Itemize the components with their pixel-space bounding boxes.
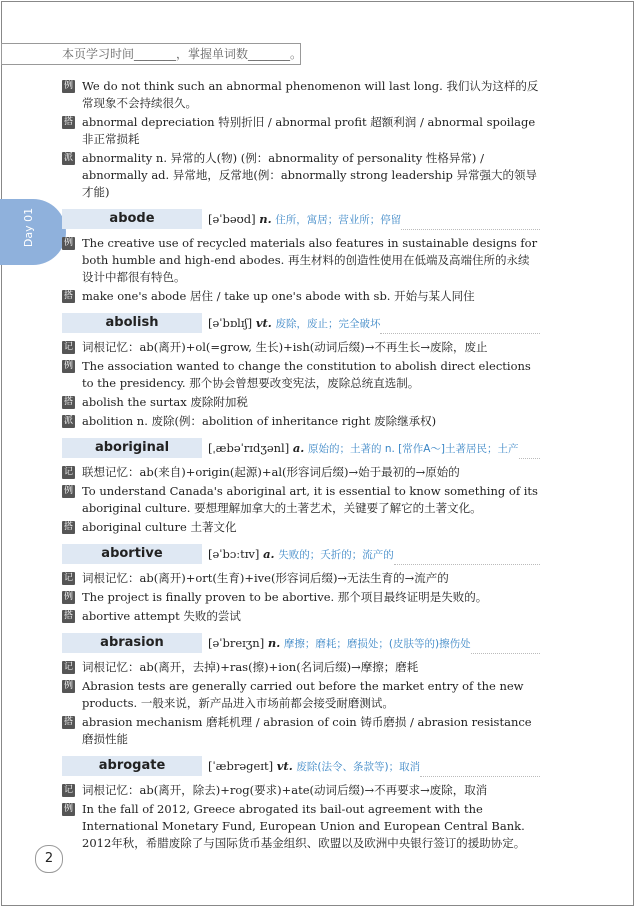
tag-icon: 搭 bbox=[63, 117, 73, 127]
phonetic: [əˈbɔːtɪv] bbox=[208, 546, 260, 561]
entry-row bbox=[62, 782, 540, 799]
row-text: The creative use of recycled materials also features in sustainable designs for both humble and high-end abodes. 再生材料的创造性使用在低端及高端住所的永续设计中都很有特色。 bbox=[82, 236, 538, 284]
meaning: 废除(法令、条款等)；取消 bbox=[296, 760, 421, 773]
entry-header bbox=[62, 313, 540, 333]
day-tab bbox=[0, 199, 66, 265]
phonetic: [əˈbəʊd] bbox=[208, 211, 256, 226]
entry-row bbox=[62, 358, 540, 392]
header-rule bbox=[380, 313, 540, 334]
row-text: aboriginal culture 土著文化 bbox=[82, 520, 237, 534]
entry-header bbox=[62, 633, 540, 653]
entry-row bbox=[62, 339, 540, 356]
definition bbox=[208, 441, 519, 456]
tag-icon: 记 bbox=[63, 342, 73, 352]
part-of-speech: vt. bbox=[255, 315, 272, 330]
entry-row bbox=[62, 394, 540, 411]
headword: abortive bbox=[62, 544, 202, 564]
entries-list bbox=[62, 209, 540, 852]
meaning: 失败的；夭折的；流产的 bbox=[278, 548, 394, 561]
entry-header bbox=[62, 756, 540, 776]
row-text: Abrasion tests are generally carried out before the market entry of the new products. 一般来说，新产品进入市场前都会接受耐磨测试。 bbox=[82, 679, 524, 710]
headword: abrogate bbox=[62, 756, 202, 776]
tag-icon: 搭 bbox=[63, 522, 73, 532]
row-text: abrasion mechanism 磨耗机理 / abrasion of coin 铸币磨损 / abrasion resistance 磨损性能 bbox=[82, 715, 532, 746]
row-text: To understand Canada's aboriginal art, it is essential to know something of its aboriginal culture. 要想理解加拿大的土著艺术，关键要了解它的土著文化。 bbox=[82, 484, 538, 515]
phonetic: [əˈbreɪʒn] bbox=[208, 635, 265, 650]
row-text: 词根记忆：ab(离开，除去)+rog(要求)+ate(动词后缀)→不再要求→废除，取消 bbox=[82, 783, 488, 797]
entry-row bbox=[62, 678, 540, 712]
day-tab-label: Day 01 bbox=[21, 207, 35, 248]
tag-icon: 例 bbox=[63, 486, 73, 496]
entry-abrogate bbox=[62, 756, 540, 852]
row-text: abolition n. 废除(例：abolition of inheritance right 废除继承权) bbox=[82, 414, 437, 428]
tag-icon: 例 bbox=[63, 681, 73, 691]
definition bbox=[208, 547, 394, 562]
tag-icon: 记 bbox=[63, 662, 73, 672]
row-text: The association wanted to change the constitution to abolish direct elections to the presidency. 那个协会曾想要改变宪法，废除总统直选制。 bbox=[82, 359, 531, 390]
headword: aboriginal bbox=[62, 438, 202, 458]
meaning: 摩擦；磨耗；磨损处；(皮肤等的)擦伤处 bbox=[283, 637, 471, 650]
row-text: 词根记忆：ab(离开)+ol(=grow, 生长)+ish(动词后缀)→不再生长→废除，废止 bbox=[82, 340, 488, 354]
tag-icon: 例 bbox=[63, 238, 73, 248]
part-of-speech: vt. bbox=[276, 758, 293, 773]
page-number: 2 bbox=[35, 845, 63, 873]
tag-icon: 例 bbox=[63, 804, 73, 814]
meaning: 原始的；土著的 n. [常作A～]土著居民；土产 bbox=[307, 442, 519, 455]
entry-row bbox=[62, 570, 540, 587]
headword: abrasion bbox=[62, 633, 202, 653]
abnormal-section bbox=[62, 78, 540, 201]
entry-row bbox=[62, 589, 540, 606]
tag-icon: 例 bbox=[63, 592, 73, 602]
phonetic: [ˈæbrəgeɪt] bbox=[208, 758, 274, 773]
tag-icon: 搭 bbox=[63, 397, 73, 407]
header-rule bbox=[519, 438, 540, 459]
part-of-speech: n. bbox=[267, 635, 281, 650]
row-text: abortive attempt 失败的尝试 bbox=[82, 609, 241, 623]
row-text: In the fall of 2012, Greece abrogated its bail-out agreement with the International Monetary Fund, European Union and European Central Bank. 2012年秋，希腊废除了与国际货币基金组织、欧盟以及欧洲中央银行签订的援助协定。 bbox=[82, 802, 526, 850]
row-text: abnormal depreciation 特别折旧 / abnormal profit 超额利润 / abnormal spoilage 非正常损耗 bbox=[82, 115, 536, 146]
part-of-speech: a. bbox=[292, 440, 305, 455]
tag-icon: 记 bbox=[63, 467, 73, 477]
header-rule bbox=[394, 544, 540, 565]
tag-icon: 搭 bbox=[63, 717, 73, 727]
meaning: 住所，寓居；营业所；停留 bbox=[275, 213, 402, 226]
tag-icon: 派 bbox=[63, 153, 73, 163]
phonetic: [əˈbɒlɪʃ] bbox=[208, 315, 253, 330]
row-text: 词根记忆：ab(离开)+ort(生育)+ive(形容词后缀)→无法生育的→流产的 bbox=[82, 571, 449, 585]
row-text: abolish the surtax 废除附加税 bbox=[82, 395, 248, 409]
headword: abolish bbox=[62, 313, 202, 333]
study-time-line: 本页学习时间_______，掌握单词数_______。 bbox=[1, 43, 301, 65]
entry-abode bbox=[62, 209, 540, 305]
definition bbox=[208, 636, 471, 651]
header-rule bbox=[471, 633, 540, 654]
phonetic: [ˌæbəˈrɪdʒənl] bbox=[208, 440, 290, 455]
tag-icon: 派 bbox=[63, 416, 73, 426]
entry-row bbox=[62, 801, 540, 852]
entry-abrasion bbox=[62, 633, 540, 748]
part-of-speech: n. bbox=[259, 211, 272, 226]
abnormal-row bbox=[62, 150, 540, 201]
meaning: 废除，废止；完全破坏 bbox=[275, 317, 381, 330]
part-of-speech: a. bbox=[263, 546, 275, 561]
entry-row bbox=[62, 519, 540, 536]
row-text: We do not think such an abnormal phenomenon will last long. 我们认为这样的反常现象不会持续很久。 bbox=[82, 79, 539, 110]
tag-icon: 搭 bbox=[63, 611, 73, 621]
entry-row bbox=[62, 235, 540, 286]
entry-abortive bbox=[62, 544, 540, 625]
entry-abolish bbox=[62, 313, 540, 430]
entry-row bbox=[62, 608, 540, 625]
entry-row bbox=[62, 288, 540, 305]
header-rule bbox=[401, 209, 540, 230]
tag-icon: 例 bbox=[63, 81, 73, 91]
entry-header bbox=[62, 438, 540, 458]
row-text: 联想记忆：ab(来自)+origin(起源)+al(形容词后缀)→始于最初的→原始的 bbox=[82, 465, 460, 479]
tag-icon: 记 bbox=[63, 573, 73, 583]
definition bbox=[208, 212, 401, 227]
row-text: abnormality n. 异常的人(物) (例：abnormality of personality 性格异常) / abnormally ad. 异常地，反常地(例：abnormally strong leadership 异常强大的领导才能) bbox=[82, 151, 538, 199]
entry-row bbox=[62, 659, 540, 676]
row-text: make one's abode 居住 / take up one's abode with sb. 开始与某人同住 bbox=[82, 289, 475, 303]
definition bbox=[208, 316, 380, 331]
header-rule bbox=[420, 756, 540, 777]
headword: abode bbox=[62, 209, 202, 229]
dictionary-content bbox=[62, 78, 540, 854]
row-text: 词根记忆：ab(离开，去掉)+ras(擦)+ion(名词后缀)→摩擦；磨耗 bbox=[82, 660, 419, 674]
entry-header bbox=[62, 209, 540, 229]
tag-icon: 记 bbox=[63, 785, 73, 795]
entry-header bbox=[62, 544, 540, 564]
entry-aboriginal bbox=[62, 438, 540, 536]
entry-row bbox=[62, 413, 540, 430]
tag-icon: 搭 bbox=[63, 291, 73, 301]
entry-row bbox=[62, 464, 540, 481]
abnormal-row bbox=[62, 78, 540, 112]
entry-row bbox=[62, 483, 540, 517]
row-text: The project is finally proven to be abortive. 那个项目最终证明是失败的。 bbox=[82, 590, 488, 604]
definition bbox=[208, 759, 420, 774]
entry-row bbox=[62, 714, 540, 748]
abnormal-row bbox=[62, 114, 540, 148]
tag-icon: 例 bbox=[63, 361, 73, 371]
